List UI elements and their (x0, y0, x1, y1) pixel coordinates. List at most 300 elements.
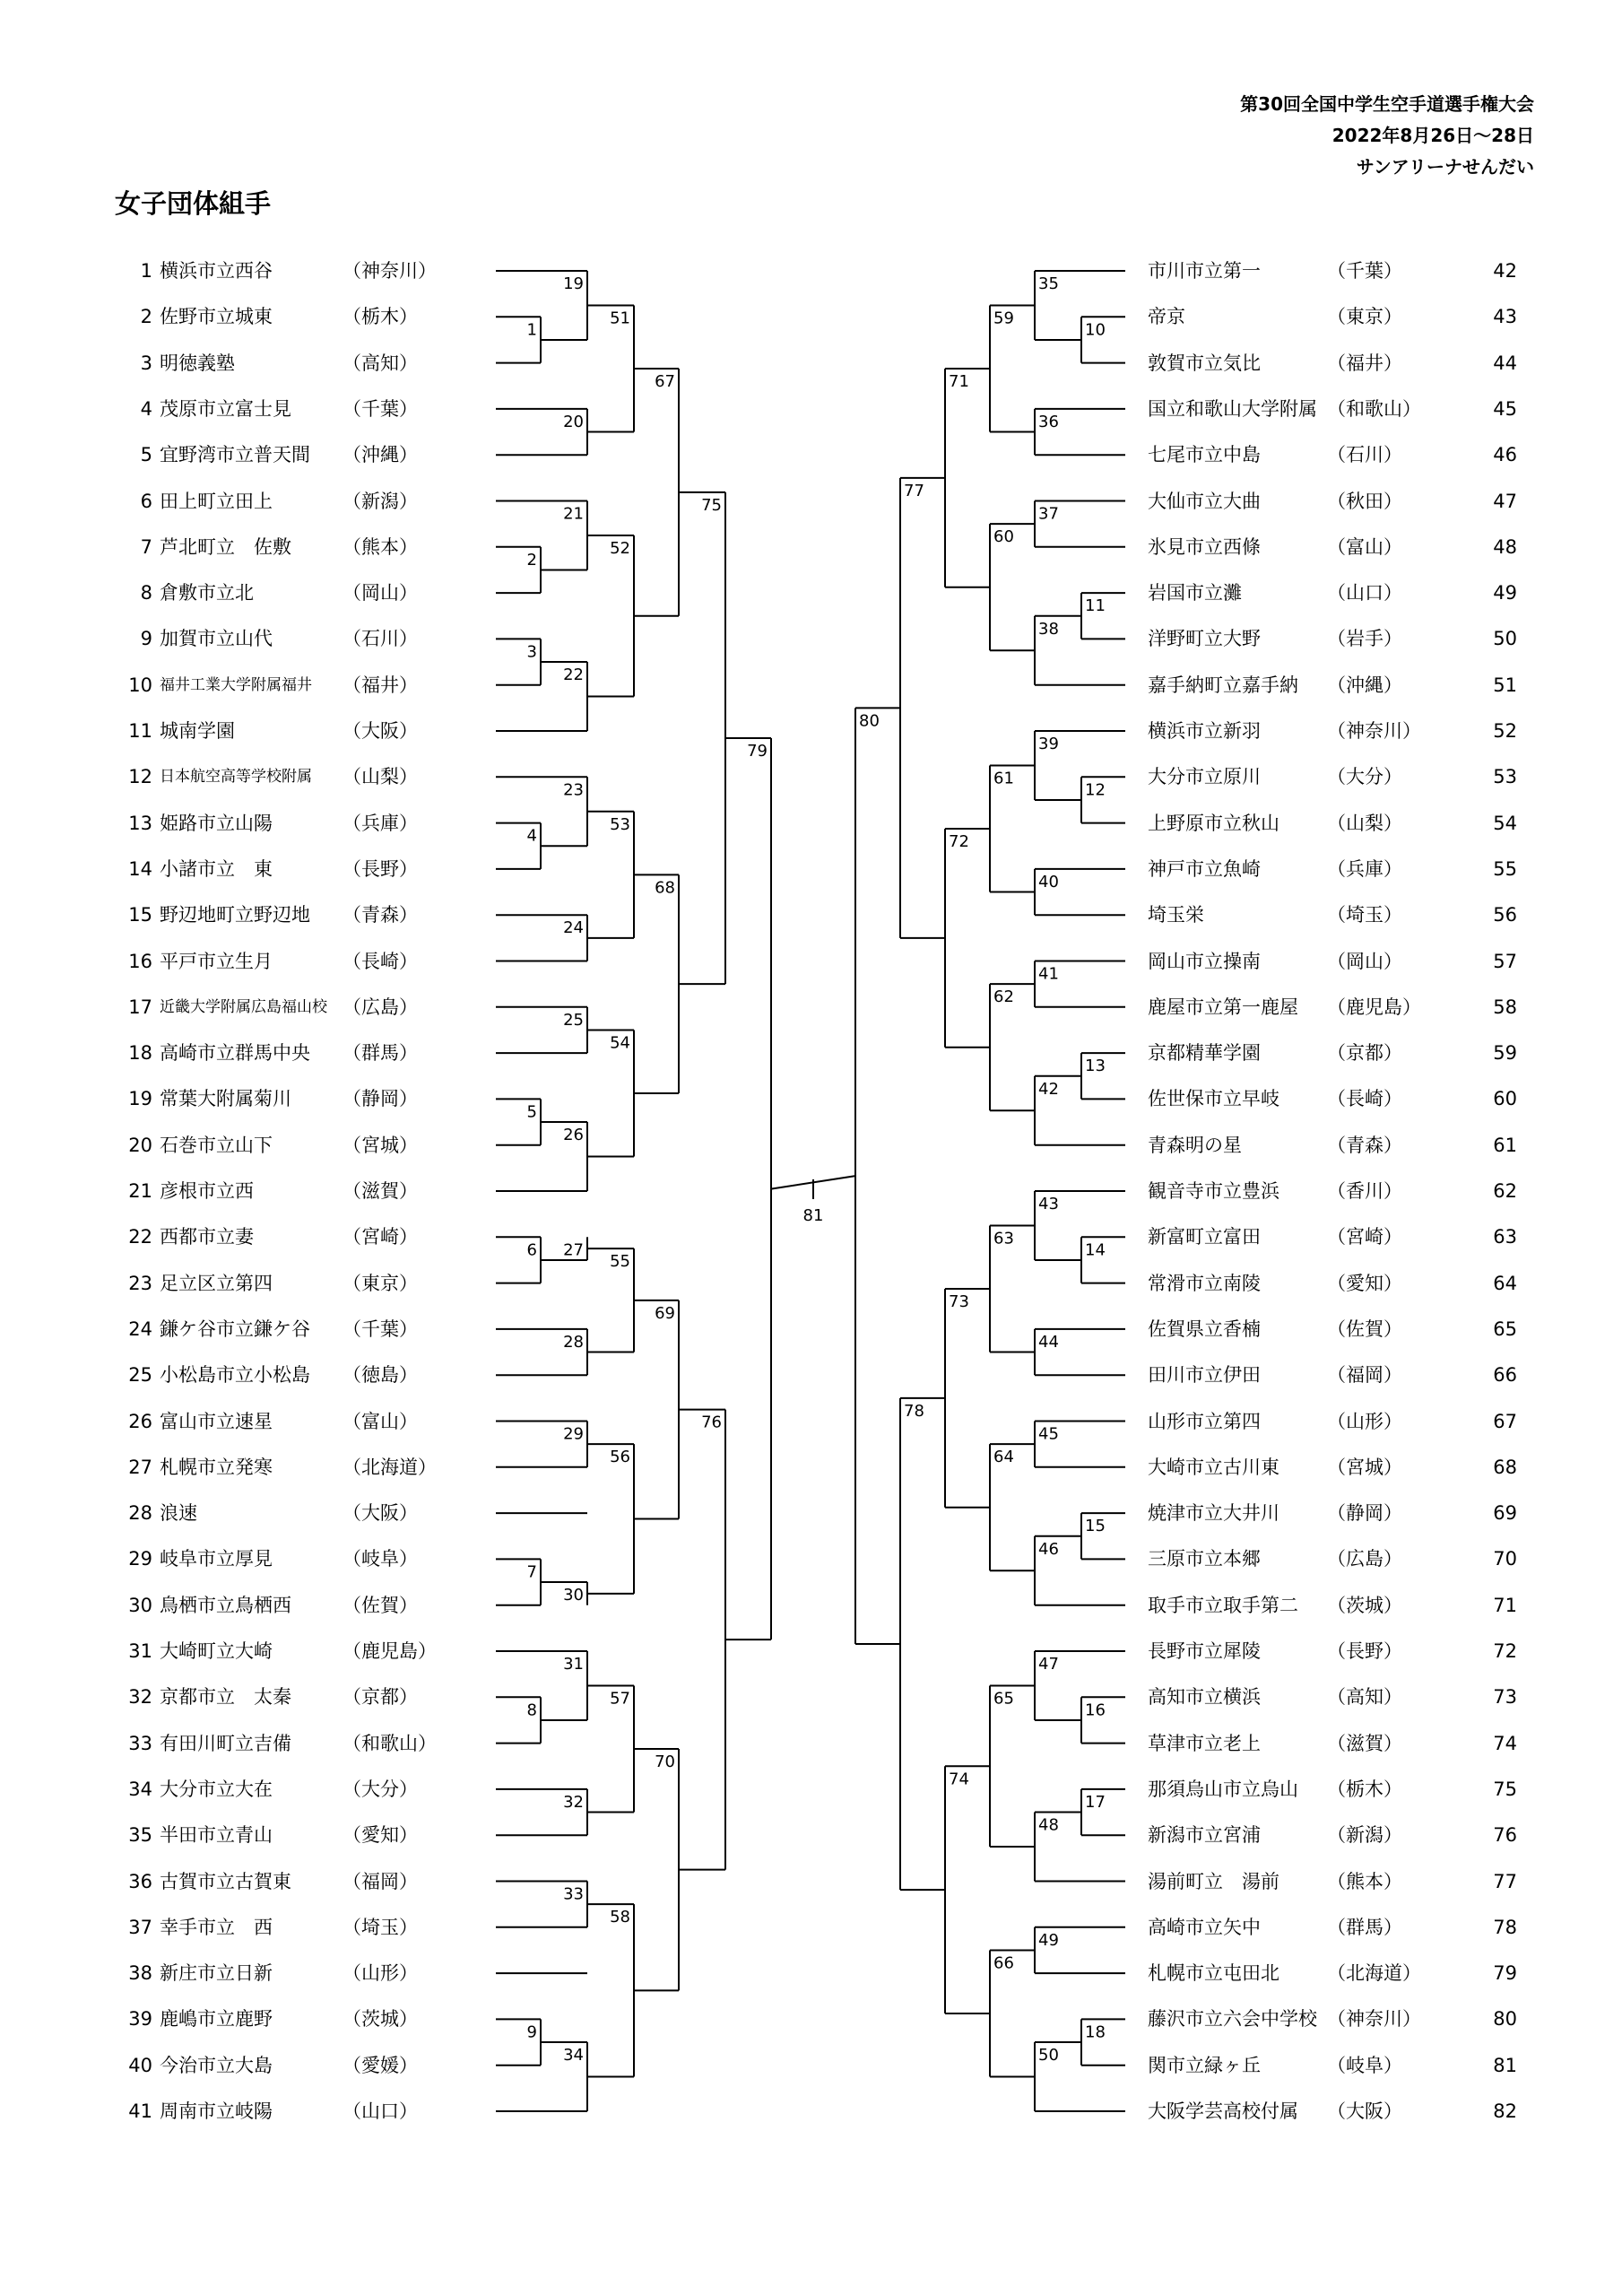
match-number: 35 (1038, 274, 1059, 293)
team-name: 今治市立大島 (160, 2054, 273, 2076)
team-prefecture: （愛知） (1327, 1272, 1402, 1294)
team-number: 3 (140, 352, 152, 374)
team-number: 64 (1493, 1272, 1517, 1294)
team-prefecture: （沖縄） (343, 444, 418, 466)
team-prefecture: （徳島） (343, 1364, 418, 1387)
team-name: 大崎市立古川東 (1148, 1456, 1279, 1478)
team-number: 77 (1493, 1870, 1517, 1892)
team-number: 29 (128, 1548, 152, 1570)
team-name: 市川市立第一 (1148, 260, 1261, 282)
match-number: 32 (563, 1792, 584, 1812)
team-name: 大阪学芸高校付属 (1148, 2100, 1298, 2122)
team-number: 71 (1493, 1594, 1517, 1616)
team-name: 岐阜市立厚見 (160, 1548, 273, 1570)
team-prefecture: （石川） (1327, 444, 1402, 466)
match-number: 27 (563, 1240, 584, 1260)
match-number: 79 (747, 742, 768, 761)
team-prefecture: （山梨） (1327, 812, 1402, 834)
team-prefecture: （広島） (1327, 1548, 1402, 1570)
team-name: 埼玉栄 (1148, 904, 1204, 926)
team-prefecture: （高知） (1327, 1686, 1402, 1709)
team-name: 新庄市立日新 (160, 1962, 273, 1985)
team-name: 日本航空高等学校附属 (160, 768, 312, 787)
team-name: 鹿屋市立第一鹿屋 (1148, 996, 1298, 1018)
team-prefecture: （福井） (1327, 352, 1402, 374)
match-number: 17 (1085, 1792, 1106, 1812)
team-number: 67 (1493, 1410, 1517, 1432)
team-number: 15 (128, 904, 152, 926)
team-name: 古賀市立古賀東 (160, 1870, 291, 1892)
team-prefecture: （静岡） (343, 1088, 418, 1110)
tournament-name: 第30回全国中学生空手道選手権大会 (1240, 93, 1534, 115)
team-prefecture: （茨城） (1327, 1594, 1402, 1616)
team-name: 佐野市立城東 (160, 306, 273, 328)
team-name: 芦北町立 佐敷 (160, 535, 291, 558)
team-prefecture: （沖縄） (1327, 674, 1402, 696)
final-match-number: 81 (802, 1206, 824, 1225)
team-name: 田川市立伊田 (1148, 1364, 1261, 1387)
team-prefecture: （東京） (1327, 306, 1402, 328)
team-prefecture: （青森） (1327, 1134, 1402, 1156)
team-name: 国立和歌山大学附属 (1148, 397, 1317, 420)
match-number: 41 (1038, 964, 1059, 984)
team-number: 73 (1493, 1686, 1517, 1709)
team-name: 周南市立岐陽 (160, 2100, 273, 2122)
team-prefecture: （大分） (1327, 766, 1402, 788)
team-prefecture: （新潟） (343, 490, 418, 512)
team-number: 56 (1493, 904, 1517, 926)
team-name: 鎌ケ谷市立鎌ケ谷 (160, 1318, 310, 1340)
team-name: 横浜市立新羽 (1148, 720, 1261, 742)
match-number: 50 (1038, 2046, 1059, 2066)
match-number: 48 (1038, 1815, 1059, 1835)
team-number: 1 (140, 260, 152, 282)
team-prefecture: （滋賀） (343, 1180, 418, 1202)
team-number: 49 (1493, 582, 1517, 604)
team-number: 34 (128, 1778, 152, 1800)
match-number: 9 (526, 2022, 537, 2042)
match-number: 23 (563, 780, 584, 800)
team-prefecture: （神奈川） (343, 260, 437, 282)
team-name: 常滑市立南陵 (1148, 1272, 1261, 1294)
team-number: 5 (140, 444, 152, 466)
tournament-venue: サンアリーナせんだい (1356, 156, 1534, 178)
team-prefecture: （東京） (343, 1272, 418, 1294)
team-prefecture: （愛知） (343, 1824, 418, 1847)
team-name: 常葉大附属菊川 (160, 1088, 291, 1110)
match-number: 12 (1085, 780, 1106, 800)
team-name: 鳥栖市立鳥栖西 (160, 1594, 291, 1616)
match-number: 8 (526, 1700, 537, 1720)
team-prefecture: （福岡） (1327, 1364, 1402, 1387)
team-name: 新潟市立宮浦 (1148, 1824, 1261, 1847)
team-number: 21 (128, 1180, 152, 1202)
match-number: 31 (563, 1655, 584, 1674)
match-number: 57 (610, 1689, 630, 1709)
team-name: 札幌市立発寒 (160, 1456, 273, 1478)
team-prefecture: （栃木） (343, 306, 418, 328)
team-number: 9 (140, 628, 152, 650)
team-number: 78 (1493, 1916, 1517, 1938)
team-prefecture: （千葉） (343, 1318, 418, 1340)
team-number: 53 (1493, 766, 1517, 788)
team-number: 54 (1493, 812, 1517, 834)
team-name: 青森明の星 (1148, 1134, 1242, 1156)
team-prefecture: （滋賀） (1327, 1732, 1402, 1754)
team-prefecture: （宮崎） (343, 1226, 418, 1248)
team-name: 明徳義塾 (160, 352, 235, 374)
match-number: 69 (655, 1303, 675, 1323)
team-name: 西都市立妻 (160, 1226, 254, 1248)
team-prefecture: （山口） (1327, 582, 1402, 604)
match-number: 62 (993, 987, 1014, 1007)
match-number: 10 (1085, 320, 1106, 340)
team-prefecture: （鹿児島） (343, 1640, 437, 1662)
team-number: 28 (128, 1502, 152, 1525)
team-number: 57 (1493, 950, 1517, 972)
team-number: 82 (1493, 2100, 1517, 2122)
team-name: 半田市立青山 (160, 1824, 273, 1847)
match-number: 6 (526, 1240, 537, 1260)
team-prefecture: （北海道） (343, 1456, 437, 1478)
team-name: 岩国市立灘 (1148, 582, 1242, 604)
team-name: 湯前町立 湯前 (1148, 1870, 1279, 1892)
team-number: 36 (128, 1870, 152, 1892)
team-prefecture: （千葉） (1327, 260, 1402, 282)
team-prefecture: （神奈川） (1327, 720, 1421, 742)
team-number: 13 (128, 812, 152, 834)
team-prefecture: （熊本） (1327, 1870, 1402, 1892)
team-name: 長野市立犀陵 (1148, 1640, 1261, 1662)
match-number: 55 (610, 1252, 630, 1272)
team-prefecture: （佐賀） (343, 1594, 418, 1616)
team-number: 16 (128, 950, 152, 972)
team-name: 近畿大学附属広島福山校 (160, 997, 327, 1016)
team-name: 高崎市立群馬中央 (160, 1042, 310, 1065)
team-name: 平戸市立生月 (160, 950, 273, 972)
team-number: 33 (128, 1732, 152, 1754)
team-number: 17 (128, 996, 152, 1018)
team-name: 幸手市立 西 (160, 1916, 273, 1938)
team-number: 55 (1493, 857, 1517, 880)
team-number: 14 (128, 857, 152, 880)
team-prefecture: （岡山） (343, 582, 418, 604)
team-name: 大仙市立大曲 (1148, 490, 1261, 512)
match-number: 52 (610, 538, 630, 558)
team-number: 62 (1493, 1180, 1517, 1202)
match-number: 22 (563, 665, 584, 685)
match-number: 68 (655, 878, 675, 898)
team-number: 52 (1493, 720, 1517, 742)
match-number: 70 (655, 1752, 675, 1772)
match-number: 59 (993, 309, 1014, 328)
match-number: 76 (701, 1413, 722, 1432)
team-prefecture: （大分） (343, 1778, 418, 1800)
team-name: 那須烏山市立烏山 (1148, 1778, 1298, 1800)
page-title: 女子団体組手 (115, 188, 272, 219)
team-prefecture: （和歌山） (1327, 397, 1421, 420)
team-prefecture: （大阪） (1327, 2100, 1402, 2122)
team-number: 68 (1493, 1456, 1517, 1478)
match-number: 7 (526, 1562, 537, 1582)
team-number: 25 (128, 1364, 152, 1387)
team-number: 65 (1493, 1318, 1517, 1340)
team-name: 札幌市立屯田北 (1148, 1962, 1279, 1985)
team-number: 47 (1493, 490, 1517, 512)
team-name: 大分市立原川 (1148, 766, 1261, 788)
match-number: 40 (1038, 872, 1059, 891)
team-name: 帝京 (1148, 306, 1185, 328)
team-number: 23 (128, 1272, 152, 1294)
match-number: 51 (610, 309, 630, 328)
team-number: 44 (1493, 352, 1517, 374)
team-prefecture: （岩手） (1327, 628, 1402, 650)
team-number: 60 (1493, 1088, 1517, 1110)
match-number: 61 (993, 769, 1014, 788)
team-name: 岡山市立操南 (1148, 950, 1261, 972)
team-number: 6 (140, 490, 152, 512)
team-number: 24 (128, 1318, 152, 1340)
match-number: 42 (1038, 1079, 1059, 1099)
team-name: 宜野湾市立普天間 (160, 444, 310, 466)
team-name: 足立区立第四 (160, 1272, 273, 1294)
team-prefecture: （静岡） (1327, 1502, 1402, 1525)
match-number: 16 (1085, 1700, 1106, 1720)
match-number: 56 (610, 1448, 630, 1467)
match-number: 67 (655, 372, 675, 392)
team-prefecture: （富山） (1327, 535, 1402, 558)
team-name: 大分市立大在 (160, 1778, 273, 1800)
team-prefecture: （岐阜） (1327, 2054, 1402, 2076)
team-number: 39 (128, 2008, 152, 2031)
match-number: 2 (526, 550, 537, 570)
team-name: 大崎町立大崎 (160, 1640, 273, 1662)
team-prefecture: （千葉） (343, 397, 418, 420)
team-number: 38 (128, 1962, 152, 1985)
team-prefecture: （北海道） (1327, 1962, 1421, 1985)
team-prefecture: （熊本） (343, 535, 418, 558)
team-prefecture: （兵庫） (343, 812, 418, 834)
team-number: 10 (128, 674, 152, 696)
team-prefecture: （岡山） (1327, 950, 1402, 972)
team-prefecture: （群馬） (343, 1042, 418, 1065)
team-number: 35 (128, 1824, 152, 1847)
team-prefecture: （愛媛） (343, 2054, 418, 2076)
team-prefecture: （埼玉） (1327, 904, 1402, 926)
team-number: 40 (128, 2054, 152, 2076)
match-number: 25 (563, 1010, 584, 1030)
team-name: 富山市立速星 (160, 1410, 273, 1432)
team-name: 彦根市立西 (160, 1180, 254, 1202)
team-name: 浪速 (160, 1502, 197, 1525)
match-number: 44 (1038, 1332, 1059, 1352)
team-prefecture: （神奈川） (1327, 2008, 1421, 2031)
team-number: 50 (1493, 628, 1517, 650)
match-number: 34 (563, 2046, 584, 2066)
team-number: 59 (1493, 1042, 1517, 1065)
match-number: 49 (1038, 1930, 1059, 1950)
team-number: 19 (128, 1088, 152, 1110)
match-number: 54 (610, 1033, 630, 1053)
team-name: 氷見市立西條 (1148, 535, 1261, 558)
team-number: 8 (140, 582, 152, 604)
match-number: 60 (993, 527, 1014, 547)
team-prefecture: （新潟） (1327, 1824, 1402, 1847)
match-number: 66 (993, 1953, 1014, 1973)
team-number: 70 (1493, 1548, 1517, 1570)
team-number: 46 (1493, 444, 1517, 466)
match-number: 72 (949, 832, 969, 852)
team-prefecture: （佐賀） (1327, 1318, 1402, 1340)
team-number: 58 (1493, 996, 1517, 1018)
team-number: 37 (128, 1916, 152, 1938)
team-prefecture: （兵庫） (1327, 857, 1402, 880)
team-prefecture: （宮城） (1327, 1456, 1402, 1478)
match-number: 19 (563, 274, 584, 293)
team-name: 石巻市立山下 (160, 1134, 273, 1156)
match-number: 21 (563, 504, 584, 524)
team-prefecture: （秋田） (1327, 490, 1402, 512)
team-number: 20 (128, 1134, 152, 1156)
team-prefecture: （茨城） (343, 2008, 418, 2031)
team-number: 22 (128, 1226, 152, 1248)
match-number: 26 (563, 1126, 584, 1145)
team-number: 75 (1493, 1778, 1517, 1800)
match-number: 63 (993, 1229, 1014, 1248)
team-name: 加賀市立山代 (160, 628, 273, 650)
team-name: 焼津市立大井川 (1148, 1502, 1279, 1525)
team-prefecture: （長野） (1327, 1640, 1402, 1662)
team-number: 27 (128, 1456, 152, 1478)
team-name: 藤沢市立六会中学校 (1148, 2008, 1317, 2031)
team-name: 高知市立横浜 (1148, 1686, 1261, 1709)
match-number: 78 (904, 1401, 924, 1421)
team-number: 48 (1493, 535, 1517, 558)
match-number: 30 (563, 1586, 584, 1605)
team-prefecture: （長崎） (1327, 1088, 1402, 1110)
team-name: 嘉手納町立嘉手納 (1148, 674, 1298, 696)
team-prefecture: （京都） (343, 1686, 418, 1709)
team-number: 69 (1493, 1502, 1517, 1525)
team-number: 45 (1493, 397, 1517, 420)
team-prefecture: （福岡） (343, 1870, 418, 1892)
team-prefecture: （高知） (343, 352, 418, 374)
match-number: 45 (1038, 1424, 1059, 1444)
match-number: 36 (1038, 412, 1059, 431)
team-name: 洋野町立大野 (1148, 628, 1261, 650)
match-number: 20 (563, 412, 584, 431)
team-number: 30 (128, 1594, 152, 1616)
match-number: 46 (1038, 1539, 1059, 1559)
team-prefecture: （埼玉） (343, 1916, 418, 1938)
team-name: 高崎市立矢中 (1148, 1916, 1261, 1938)
team-number: 32 (128, 1686, 152, 1709)
team-prefecture: （山形） (343, 1962, 418, 1985)
team-name: 三原市立本郷 (1148, 1548, 1261, 1570)
match-number: 13 (1085, 1057, 1106, 1076)
team-name: 敦賀市立気比 (1148, 352, 1261, 374)
match-number: 65 (993, 1689, 1014, 1709)
team-number: 63 (1493, 1226, 1517, 1248)
team-name: 茂原市立富士見 (160, 397, 291, 420)
team-name: 上野原市立秋山 (1148, 812, 1279, 834)
team-name: 佐賀県立香楠 (1148, 1318, 1261, 1340)
match-number: 11 (1085, 596, 1106, 616)
match-number: 38 (1038, 619, 1059, 639)
team-number: 51 (1493, 674, 1517, 696)
team-prefecture: （栃木） (1327, 1778, 1402, 1800)
team-prefecture: （鹿児島） (1327, 996, 1421, 1018)
team-prefecture: （大阪） (343, 1502, 418, 1525)
team-number: 7 (140, 535, 152, 558)
match-number: 64 (993, 1448, 1014, 1467)
team-prefecture: （山梨） (343, 766, 418, 788)
team-prefecture: （福井） (343, 674, 418, 696)
team-name: 倉敷市立北 (160, 582, 254, 604)
team-name: 新富町立富田 (1148, 1226, 1261, 1248)
team-name: 鹿嶋市立鹿野 (160, 2008, 273, 2031)
team-name: 有田川町立吉備 (160, 1732, 291, 1754)
team-name: 京都市立 太秦 (160, 1686, 291, 1709)
match-number: 37 (1038, 504, 1059, 524)
match-number: 73 (949, 1292, 969, 1312)
match-number: 80 (859, 711, 880, 731)
team-prefecture: （宮城） (343, 1134, 418, 1156)
team-number: 81 (1493, 2054, 1517, 2076)
team-prefecture: （大阪） (343, 720, 418, 742)
match-number: 74 (949, 1770, 969, 1789)
team-name: 姫路市立山陽 (160, 812, 273, 834)
team-number: 12 (128, 766, 152, 788)
match-number: 4 (526, 826, 537, 846)
team-number: 2 (140, 306, 152, 328)
team-prefecture: （石川） (343, 628, 418, 650)
team-number: 41 (128, 2100, 152, 2122)
match-number: 47 (1038, 1655, 1059, 1674)
match-number: 58 (610, 1908, 630, 1927)
team-number: 11 (128, 720, 152, 742)
team-prefecture: （青森） (343, 904, 418, 926)
team-number: 18 (128, 1042, 152, 1065)
team-name: 山形市立第四 (1148, 1410, 1261, 1432)
team-number: 72 (1493, 1640, 1517, 1662)
team-name: 城南学園 (160, 720, 235, 742)
tournament-date: 2022年8月26日～28日 (1331, 125, 1534, 146)
team-name: 野辺地町立野辺地 (160, 904, 310, 926)
team-number: 76 (1493, 1824, 1517, 1847)
match-number: 24 (563, 918, 584, 938)
team-prefecture: （和歌山） (343, 1732, 437, 1754)
team-name: 神戸市立魚崎 (1148, 857, 1261, 880)
match-number: 75 (701, 495, 722, 515)
team-prefecture: （広島） (343, 996, 418, 1018)
match-number: 1 (526, 320, 537, 340)
team-prefecture: （京都） (1327, 1042, 1402, 1065)
team-number: 26 (128, 1410, 152, 1432)
team-number: 4 (140, 397, 152, 420)
team-prefecture: （群馬） (1327, 1916, 1402, 1938)
team-number: 80 (1493, 2008, 1517, 2031)
team-name: 七尾市立中島 (1148, 444, 1261, 466)
match-number: 43 (1038, 1195, 1059, 1213)
team-name: 横浜市立西谷 (160, 260, 273, 282)
team-prefecture: （岐阜） (343, 1548, 418, 1570)
match-number: 3 (526, 642, 537, 662)
match-number: 53 (610, 814, 630, 834)
team-prefecture: （山口） (343, 2100, 418, 2122)
team-number: 79 (1493, 1962, 1517, 1985)
team-prefecture: （山形） (1327, 1410, 1402, 1432)
